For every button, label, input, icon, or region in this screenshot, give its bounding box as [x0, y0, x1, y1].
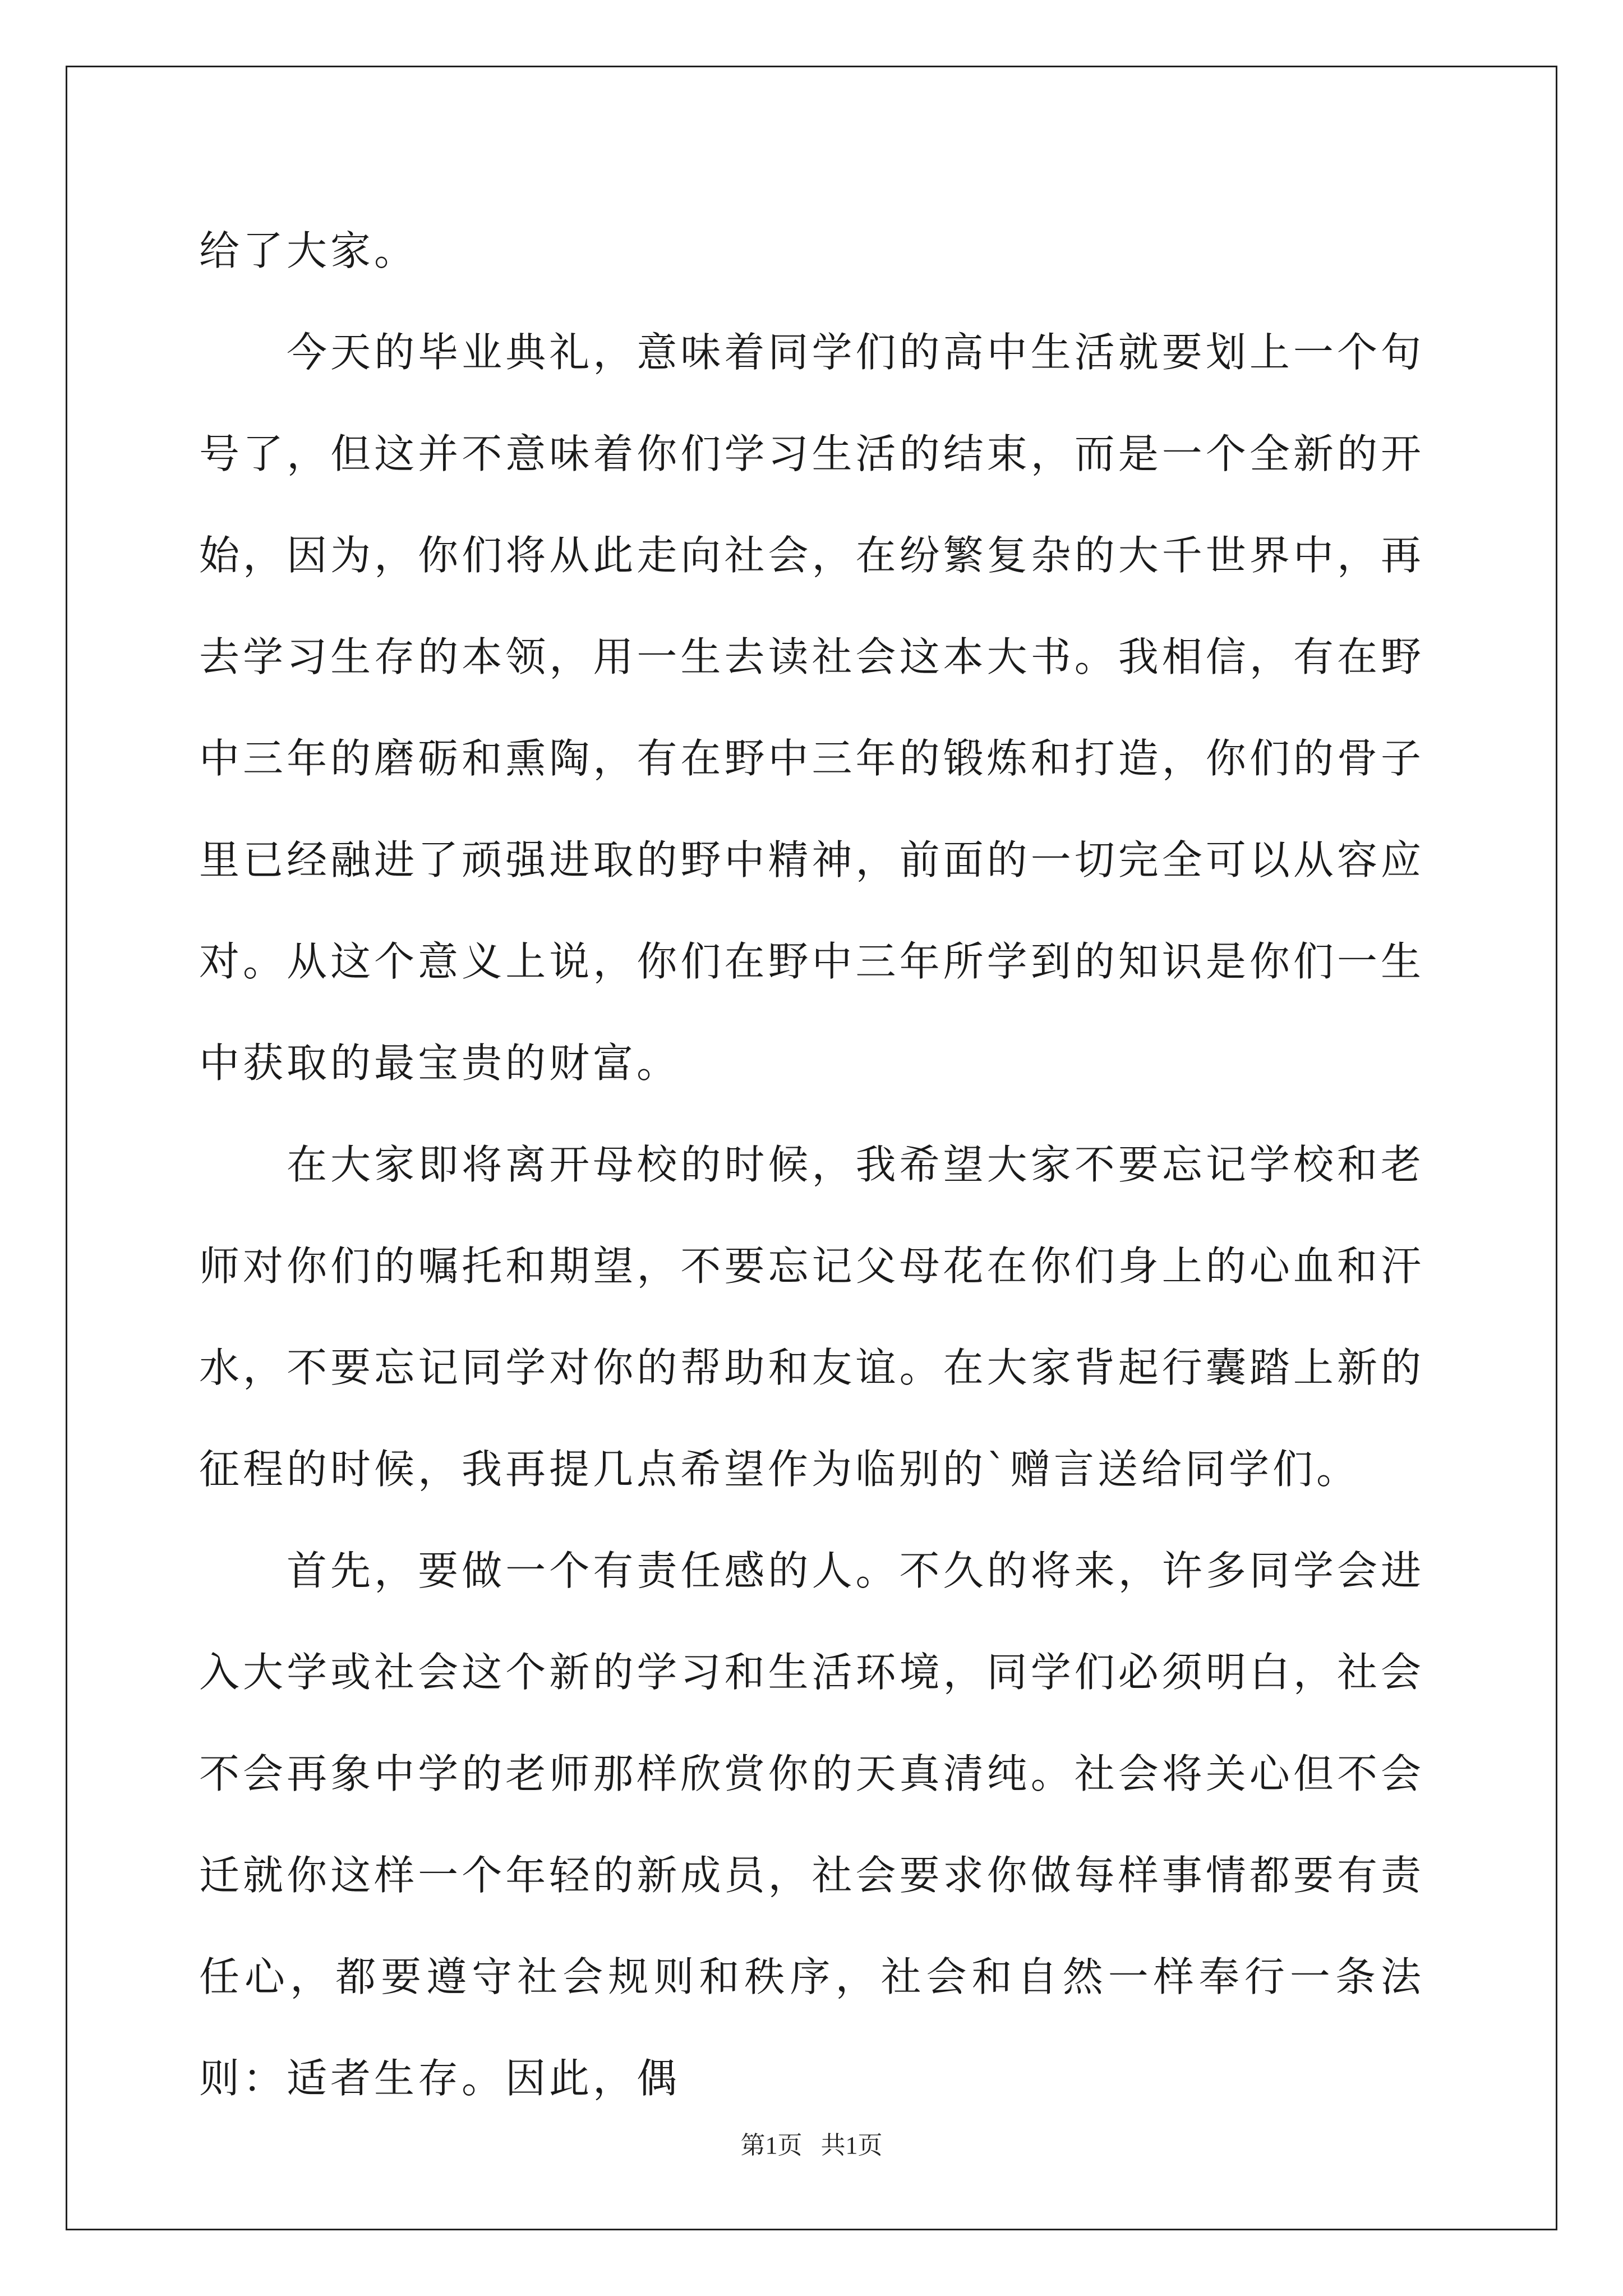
document-body: [199, 200, 1424, 2129]
page-number-footer: 第1页 共1页: [740, 2132, 883, 2159]
paragraph-2: 今天的毕业典礼，意味着同学们的高中生活就要划上一个句号了，但这并不意味着你们学习生活的结束，而是一个全新的开始，因为，你们将从此走向社会，在纷繁复杂的大千世界中，再去学习生存的本领，用一生去读社会这本大书。我相信，有在野中三年的磨砺和熏陶，有在野中三年的锻炼和打造，你们的骨子里已经融进了顽强进取的野中精神，前面的一切完全可以从容应对。从这个意义上说，你们在野中三年所学到的知识是你们一生中获取的最宝贵的财富。: [199, 329, 1424, 1087]
paragraph-4: 首先，要做一个有责任感的人。不久的将来，许多同学会进入大学或社会这个新的学习和生活环境，同学们必须明白，社会不会再象中学的老师那样欣赏你的天真清纯。社会将关心但不会迁就你这样一个年轻的新成员，社会要求你做每样事情都要有责任心，都要遵守社会规则和秩序，社会和自然一样奉行一条法则：适者生存。因此，偶: [199, 1547, 1424, 2102]
paragraph-1: 给了大家。: [199, 227, 418, 274]
paragraph-3: 在大家即将离开母校的时候，我希望大家不要忘记学校和老师对你们的嘱托和期望，不要忘记父母花在你们身上的心血和汗水，不要忘记同学对你的帮助和友谊。在大家背起行囊踏上新的征程的时候，我再提几点希望作为临别的`赠言送给同学们。: [199, 1141, 1424, 1493]
